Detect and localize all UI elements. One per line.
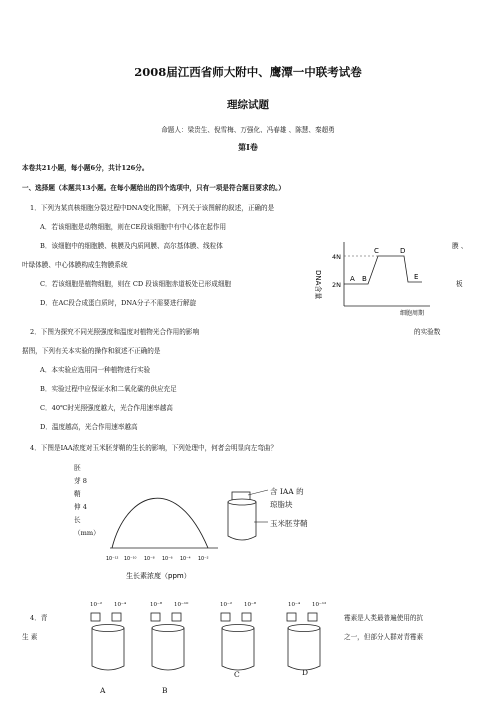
q4-right-1: 霉素是人类最普遍使用的抗 <box>344 614 424 622</box>
option-letter: B <box>162 686 168 695</box>
point-d: D <box>400 247 406 255</box>
options-figure <box>80 602 340 702</box>
ylabel-line: 胚 <box>74 464 81 472</box>
q2-option-d: D．温度越高，光合作用速率越高 <box>40 423 138 431</box>
dna-xlabel: 细胞周期 <box>400 310 425 316</box>
section-heading: 一、选择题（本题共13小题。在每小题给出的四个选项中，只有一项是符合题目要求的。） <box>22 184 286 192</box>
q4-left-2: 生 素 <box>22 633 38 641</box>
ylabel-line: （mm） <box>74 529 100 537</box>
dna-ylabel: DNA含量 <box>314 270 322 300</box>
q1-stem: 1．下列为某真核细胞分裂过程中DNA变化图解，下列关于该图解的叙述，正确的是 <box>30 204 275 212</box>
q1-option-c-end: 板 <box>456 280 463 288</box>
option-b[interactable] <box>144 602 204 702</box>
q2-stem: 2．下图为探究不同光照强度和温度对植物光合作用的影响 <box>30 328 200 336</box>
xtick-4: 10⁻⁶ <box>162 557 173 562</box>
coleoptile <box>92 628 124 670</box>
xtick-5: 10⁻⁴ <box>180 557 191 562</box>
agar-right <box>112 613 121 621</box>
point-e: E <box>414 273 419 281</box>
xtick-1: 10⁻¹² <box>106 557 119 562</box>
option-d-coleoptile <box>284 610 328 674</box>
agar-right <box>242 613 251 621</box>
volume-label: 第Ⅰ卷 <box>238 142 258 152</box>
conc-right: 10⁻⁸ <box>244 602 257 608</box>
option-c-coleoptile <box>218 610 262 674</box>
exam-authors: 命题人：梁贵生、倪雪梅、万强化、冯春雄 、陈慧、秦超勇 <box>161 126 335 134</box>
coleoptile <box>228 502 256 540</box>
agar-left <box>91 613 100 621</box>
agar-right <box>172 613 181 621</box>
q2-option-b: B．实验过程中应保证水和二氧化碳的供应充足 <box>40 385 177 393</box>
pointer-line <box>248 490 268 495</box>
dna-curve <box>344 256 422 284</box>
coleoptile <box>288 628 320 670</box>
q2-option-c: C．40℃时光照强度越大，光合作用速率越高 <box>40 404 173 412</box>
agar-right <box>308 613 317 621</box>
q1-option-d: D．在AC段合成蛋白质时，DNA分子不需要进行解旋 <box>40 299 197 307</box>
option-d[interactable] <box>280 602 340 702</box>
conc-right: 10⁻¹² <box>312 602 327 608</box>
iaa-curve <box>112 498 208 548</box>
label-coleoptile: 玉米胚芽鞘 <box>270 519 308 528</box>
q1-option-b-end: 膜 、 <box>452 242 468 250</box>
q1-option-b-cont: 叶绿体膜、中心体膜构成生物膜系统 <box>22 261 128 269</box>
label-iaa: 含 IAA 的 <box>270 487 304 496</box>
intro-text: 本卷共21小题，每小题6分，共计126分。 <box>22 164 149 172</box>
option-letter: D <box>302 668 309 677</box>
coleoptile <box>222 628 254 670</box>
option-a-coleoptile <box>88 610 132 674</box>
q2-stem-cont: 据图，下列有关本实验的操作和叙述不正确的是 <box>22 347 161 355</box>
option-letter: C <box>234 670 240 679</box>
option-b-coleoptile <box>148 610 192 674</box>
agar-left <box>151 613 160 621</box>
conc-left: 10⁻⁴ <box>288 602 301 608</box>
q1-option-a: A．若该细胞是动物细胞，则在CE段该细胞中有中心体在起作用 <box>40 223 227 231</box>
exam-subtitle: 理综试题 <box>227 99 269 111</box>
dna-figure <box>310 236 450 316</box>
q3-stem: 4．下图是IAA浓度对玉米胚芽鞘的生长的影响，下列处理中，何者会明显向左弯曲？ <box>30 444 278 452</box>
conc-left: 10⁻² <box>90 602 103 608</box>
coleoptile-top <box>92 625 124 632</box>
q4-right-2: 之一，但部分人群对青霉素 <box>344 633 424 641</box>
point-b: B <box>362 275 367 283</box>
coleoptile-top <box>228 499 256 505</box>
option-c[interactable] <box>214 602 274 702</box>
label-agar: 琼脂块 <box>270 500 293 509</box>
coleoptile-top <box>152 625 184 632</box>
xtick-3: 10⁻⁸ <box>144 557 155 562</box>
conc-left: 10⁻² <box>220 602 233 608</box>
label-4n: 4N <box>332 253 341 261</box>
point-a: A <box>350 275 355 283</box>
conc-right: 10⁻⁴ <box>114 602 127 608</box>
option-a[interactable] <box>80 602 140 702</box>
agar-left <box>287 613 296 621</box>
ylabel-line: 芽 8 <box>74 477 87 485</box>
xtick-6: 10⁻² <box>198 557 209 562</box>
ylabel-line: 长 <box>74 516 81 524</box>
label-2n: 2N <box>332 281 341 289</box>
q4-left-1: 4．青 <box>30 614 48 622</box>
coleoptile-top <box>288 625 320 632</box>
exam-title: 2008届江西省师大附中、鹰潭一中联考试卷 <box>134 65 362 79</box>
q2-stem-end: 的实验数 <box>414 328 441 336</box>
iaa-figure <box>96 472 226 584</box>
q1-option-c: C．若该细胞是植物细胞，则在 CD 段该细胞赤道板处已形成细胞 <box>40 280 232 288</box>
agar-left <box>221 613 230 621</box>
ylabel-line: 伸 4 <box>74 503 87 511</box>
ylabel-line: 鞘 <box>74 490 81 498</box>
option-letter: A <box>100 686 106 695</box>
q1-option-b: B．该细胞中的细胞膜、核膜及内质网膜、高尔基体膜、线粒体 <box>40 242 223 250</box>
coleoptile-top <box>222 625 254 632</box>
q2-option-a: A．本实验应选用同一种植物进行实验 <box>40 366 151 374</box>
conc-right: 10⁻¹⁰ <box>174 602 189 608</box>
xtick-2: 10⁻¹⁰ <box>124 557 137 562</box>
point-c: C <box>374 247 379 255</box>
coleoptile <box>152 628 184 670</box>
conc-left: 10⁻⁸ <box>150 602 163 608</box>
iaa-xlabel: 生长素浓度（ppm） <box>126 572 191 580</box>
